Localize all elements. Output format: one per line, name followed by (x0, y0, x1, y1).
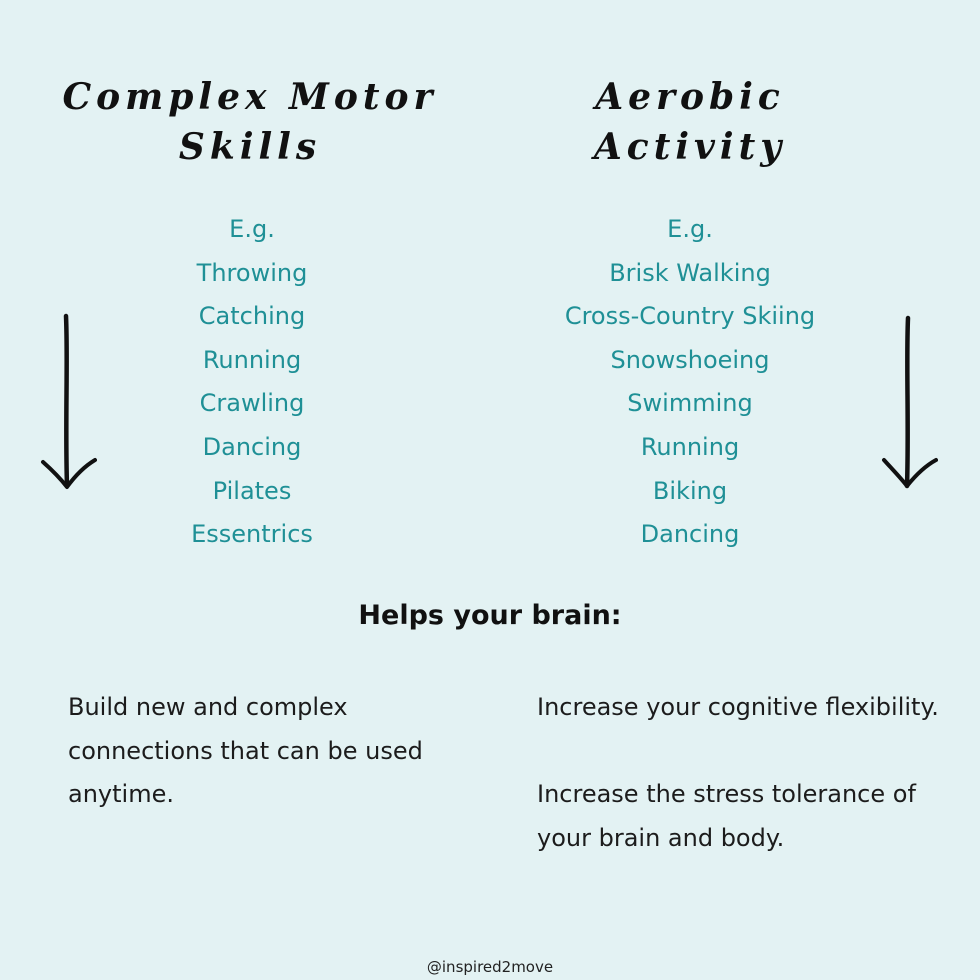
list-item: Brisk Walking (609, 258, 771, 287)
list-item: Pilates (212, 476, 292, 505)
list-item: Snowshoeing (610, 345, 770, 374)
list-item: Biking (652, 476, 728, 505)
arrow-down-icon (878, 314, 938, 494)
list-item: Catching (198, 302, 306, 331)
heading-line: Aerobic (595, 76, 785, 118)
arrow-down-icon (37, 312, 97, 492)
aerobic-activity-example-list (520, 208, 860, 557)
list-item: Swimming (627, 389, 753, 418)
aerobic-benefit-flexibility: Increase your cognitive flexibility. (537, 693, 939, 721)
heading-line: Skills (178, 126, 322, 168)
heading-line: Complex Motor (62, 76, 438, 118)
list-item: Crawling (199, 389, 305, 418)
motor-skills-example-list (82, 208, 422, 557)
list-item: Running (640, 432, 740, 461)
list-item: Throwing (196, 258, 308, 287)
list-item: Dancing (640, 520, 740, 549)
aerobic-benefit-stress-tolerance: Increase the stress tolerance of your brain and body. (537, 780, 916, 852)
helps-your-brain-heading: Helps your brain: (358, 600, 622, 631)
aerobic-activity-heading (490, 72, 890, 172)
heading-line: Activity (593, 126, 787, 168)
motor-skills-benefit: Build new and complex connections that can be used anytime. (68, 693, 423, 809)
list-item: E.g. (229, 215, 275, 243)
list-item: Cross-Country Skiing (564, 302, 816, 331)
list-item: E.g. (667, 215, 713, 243)
list-item: Dancing (202, 432, 302, 461)
complex-motor-skills-heading (30, 72, 470, 172)
list-item: Running (202, 345, 302, 374)
social-handle: @inspired2move (426, 958, 554, 976)
list-item: Essentrics (191, 520, 313, 549)
